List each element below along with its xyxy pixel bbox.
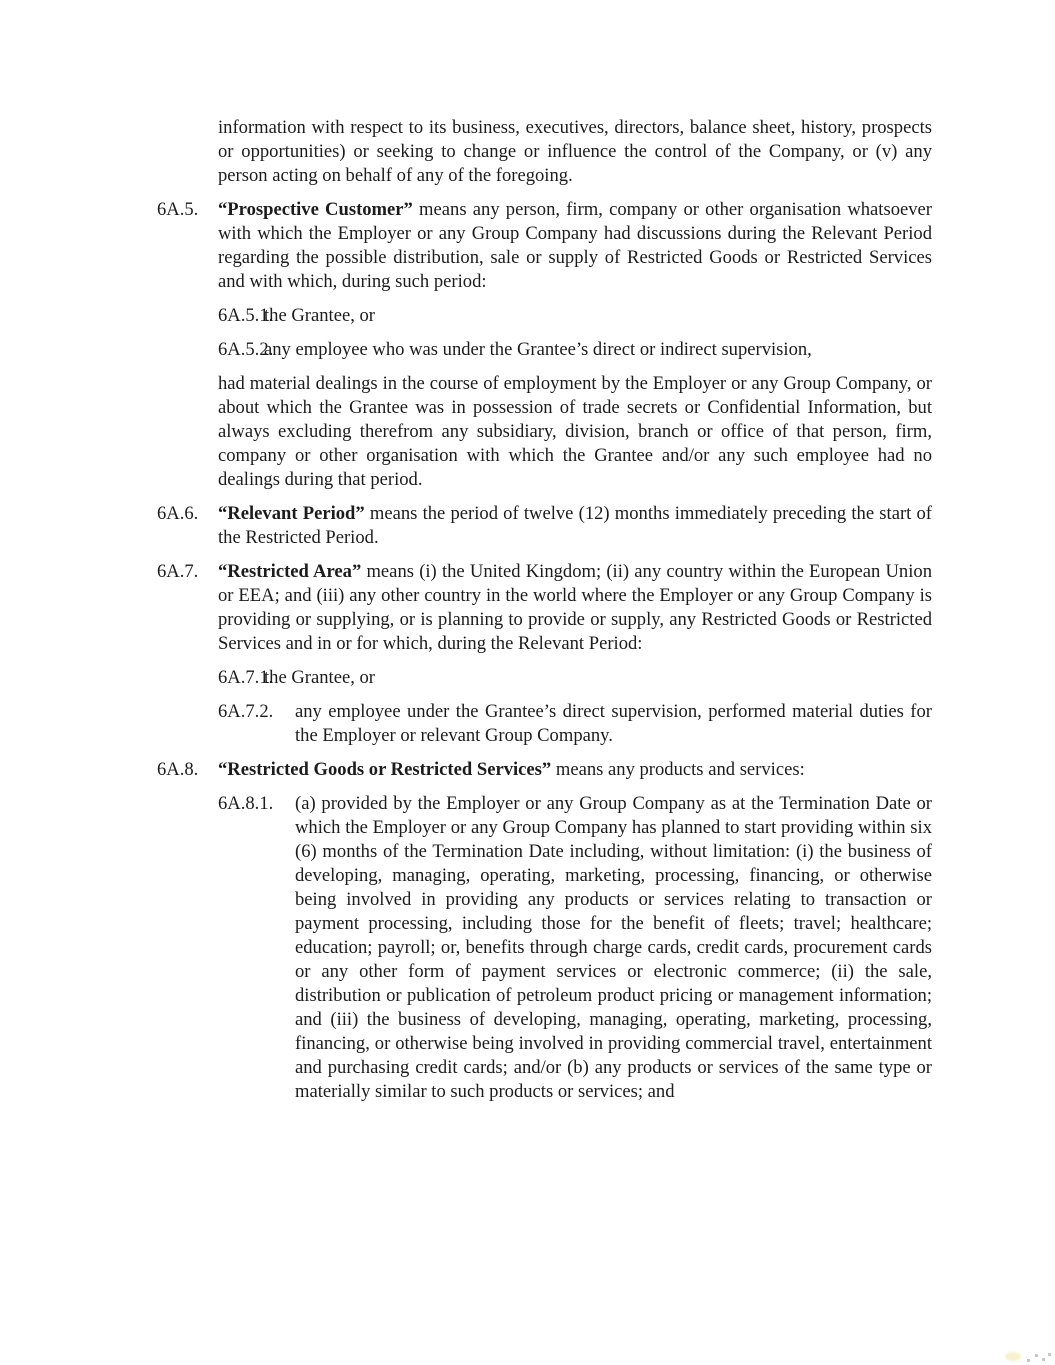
- paragraph: [155, 372, 932, 492]
- defined-term: “Relevant Period”: [218, 503, 365, 524]
- paragraph: [155, 116, 932, 188]
- scan-artifact-speck: [1035, 1354, 1038, 1357]
- scan-artifact-speck: [1027, 1359, 1030, 1362]
- clause-number: 6A.7.: [157, 561, 199, 582]
- scan-artifact-smudge: [1005, 1352, 1021, 1361]
- clause: [155, 198, 932, 294]
- subclause: [155, 338, 932, 362]
- clause-number: 6A.6.: [157, 503, 199, 524]
- clause-text: means the period of twelve (12) months immediately preceding the start of the Restricted Period.: [218, 503, 932, 548]
- clause: [155, 560, 932, 656]
- subclause: [155, 792, 932, 1104]
- clause-text: any employee who was under the Grantee’s direct or indirect supervision,: [264, 339, 812, 360]
- defined-term: “Restricted Goods or Restricted Services”: [218, 759, 552, 780]
- subclause: [155, 666, 932, 690]
- clause-text: had material dealings in the course of employment by the Employer or any Group Company, or about which the Grantee was in possession of trade secrets or Confidential Information, but always excluding therefrom any subsidiary, division, branch or office of that person, firm, company or other organisation with which the Grantee and/or any such employee had no dealings during that period.: [218, 373, 932, 490]
- clause-number: 6A.8.1.: [218, 793, 274, 814]
- subclause: [155, 304, 932, 328]
- clause-text: means (i) the United Kingdom; (ii) any country within the European Union or EEA; and (iii) any other country in the world where the Employer or any Group Company is providing or supplying, or is planning to provide or supply, any Restricted Goods or Restricted Services and in or for which, during the Relevant Period:: [218, 561, 932, 654]
- clause-text: means any products and services:: [551, 759, 805, 780]
- clause-number: 6A.7.2.: [218, 701, 274, 722]
- document-content: [155, 116, 932, 1114]
- clause-text: the Grantee, or: [264, 667, 375, 688]
- clause-number: 6A.8.: [157, 759, 199, 780]
- defined-term: “Prospective Customer”: [218, 199, 413, 220]
- scan-artifact-speck: [1042, 1358, 1045, 1361]
- clause: [155, 502, 932, 550]
- clause-number: 6A.5.: [157, 199, 199, 220]
- clause-text: the Grantee, or: [264, 305, 375, 326]
- clause-text: (a) provided by the Employer or any Group Company as at the Termination Date or which the Employer or any Group Company has planned to start providing within six (6) months of the Termination Date including, without limitation: (i) the business of developing, managing, operating, marketing, processing, financing, or otherwise being involved in providing any products or services relating to transaction or payment processing, including those for the benefit of fleets; travel; healthcare; education; payroll; or, benefits through charge cards, credit cards, procurement cards or any other form of payment services or electronic commerce; (ii) the sale, distribution or publication of petroleum product pricing or management information; and (iii) the business of developing, managing, operating, marketing, processing, financing, or otherwise being involved in providing commercial travel, entertainment and purchasing credit cards; and/or (b) any products or services of the same type or materially similar to such products or services; and: [295, 793, 932, 1102]
- clause-text: any employee under the Grantee’s direct supervision, performed material duties for the Employer or relevant Group Company.: [295, 701, 932, 746]
- clause-text: information with respect to its business, executives, directors, balance sheet, history, prospects or opportunities) or seeking to change or influence the control of the Company, or (v) any person acting on behalf of any of the foregoing.: [218, 117, 932, 186]
- clause-number: 6A.5.2.: [218, 339, 274, 360]
- clause: [155, 758, 932, 782]
- defined-term: “Restricted Area”: [218, 561, 362, 582]
- subclause: [155, 700, 932, 748]
- clause-number: 6A.5.1.: [218, 305, 274, 326]
- scan-artifact-speck: [1048, 1353, 1051, 1356]
- clause-number: 6A.7.1.: [218, 667, 274, 688]
- clause-text: means any person, firm, company or other organisation whatsoever with which the Employer or any Group Company had discussions during the Relevant Period regarding the possible distribution, sale or supply of Restricted Goods or Restricted Services and with which, during such period:: [218, 199, 933, 292]
